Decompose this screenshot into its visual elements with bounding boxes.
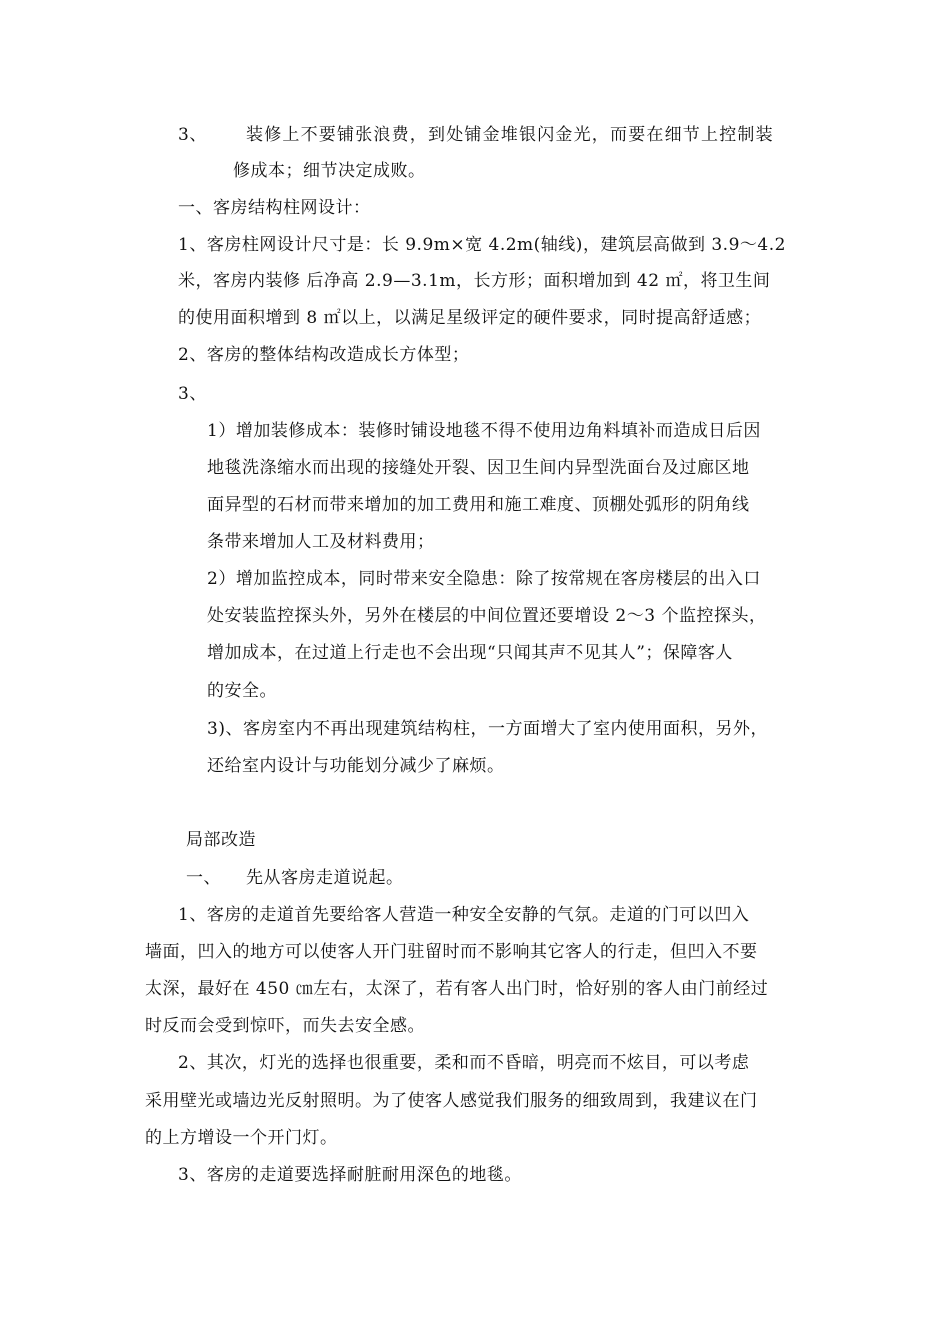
section-2-sub-number: 一、 — [186, 868, 221, 888]
para-1-line-1: 1、客房的走道首先要给客人营造一种安全安静的气氛。走道的门可以凹入 — [178, 905, 750, 925]
section-1-title: 一、客房结构柱网设计： — [178, 198, 371, 218]
section-2-title: 局部改造 — [186, 830, 256, 850]
para-2-line-3: 的上方增设一个开门灯。 — [145, 1128, 338, 1148]
para-3-line-1: 3、客房的走道要选择耐脏耐用深色的地毯。 — [178, 1165, 522, 1185]
sub-item-1-line-2: 地毯洗涤缩水而出现的接缝处开裂、因卫生间内异型洗面台及过廊区地 — [207, 458, 750, 478]
top-item-number: 3、 — [178, 125, 207, 145]
sub-item-2-line-1: 2）增加监控成本，同时带来安全隐患：除了按常规在客房楼层的出入口 — [207, 569, 761, 589]
sub-item-2-line-4: 的安全。 — [207, 681, 277, 701]
section-2-sub-text: 先从客房走道说起。 — [246, 868, 404, 888]
para-1-line-3: 太深，最好在 450 ㎝左右，太深了，若有客人出门时，恰好别的客人由门前经过 — [145, 979, 769, 999]
sub-item-2-line-3: 增加成本，在过道上行走也不会出现“只闻其声不见其人”；保障客人 — [207, 643, 733, 663]
top-item-line-2: 修成本；细节决定成败。 — [233, 161, 426, 181]
para-2-line-1: 2、其次，灯光的选择也很重要，柔和而不昏暗，明亮而不炫目，可以考虑 — [178, 1053, 750, 1073]
top-item-line-1: 装修上不要铺张浪费，到处铺金堆银闪金光，而要在细节上控制装 — [246, 125, 774, 145]
s1-line-1: 1、客房柱网设计尺寸是：长 9.9m×宽 4.2m(轴线)，建筑层高做到 3.9～4.2 — [178, 235, 786, 255]
sub-item-1-line-3: 面异型的石材而带来增加的加工费用和施工难度、顶棚处弧形的阴角线 — [207, 495, 750, 515]
sub-item-1-line-4: 条带来增加人工及材料费用； — [207, 532, 435, 552]
para-1-line-2: 墙面，凹入的地方可以使客人开门驻留时而不影响其它客人的行走，但凹入不要 — [145, 942, 758, 962]
sub-item-3-line-1: 3)、客房室内不再出现建筑结构柱，一方面增大了室内使用面积，另外， — [207, 719, 768, 739]
s1-line-2: 米，客房内装修 后净高 2.9—3.1m，长方形；面积增加到 42 ㎡，将卫生间 — [178, 271, 771, 291]
sub-item-2-line-2: 处安装监控探头外，另外在楼层的中间位置还要增设 2～3 个监控探头， — [207, 606, 767, 626]
para-2-line-2: 采用壁光或墙边光反射照明。为了使客人感觉我们服务的细致周到，我建议在门 — [145, 1091, 758, 1111]
s1-line-5: 3、 — [178, 384, 207, 404]
s1-line-3: 的使用面积增到 8 ㎡以上，以满足星级评定的硬件要求，同时提高舒适感； — [178, 308, 762, 328]
s1-line-4: 2、客房的整体结构改造成长方体型； — [178, 345, 470, 365]
sub-item-1-line-1: 1）增加装修成本：装修时铺设地毯不得不使用边角料填补而造成日后因 — [207, 421, 761, 441]
sub-item-3-line-2: 还给室内设计与功能划分减少了麻烦。 — [207, 756, 505, 776]
para-1-line-4: 时反而会受到惊吓，而失去安全感。 — [145, 1016, 425, 1036]
